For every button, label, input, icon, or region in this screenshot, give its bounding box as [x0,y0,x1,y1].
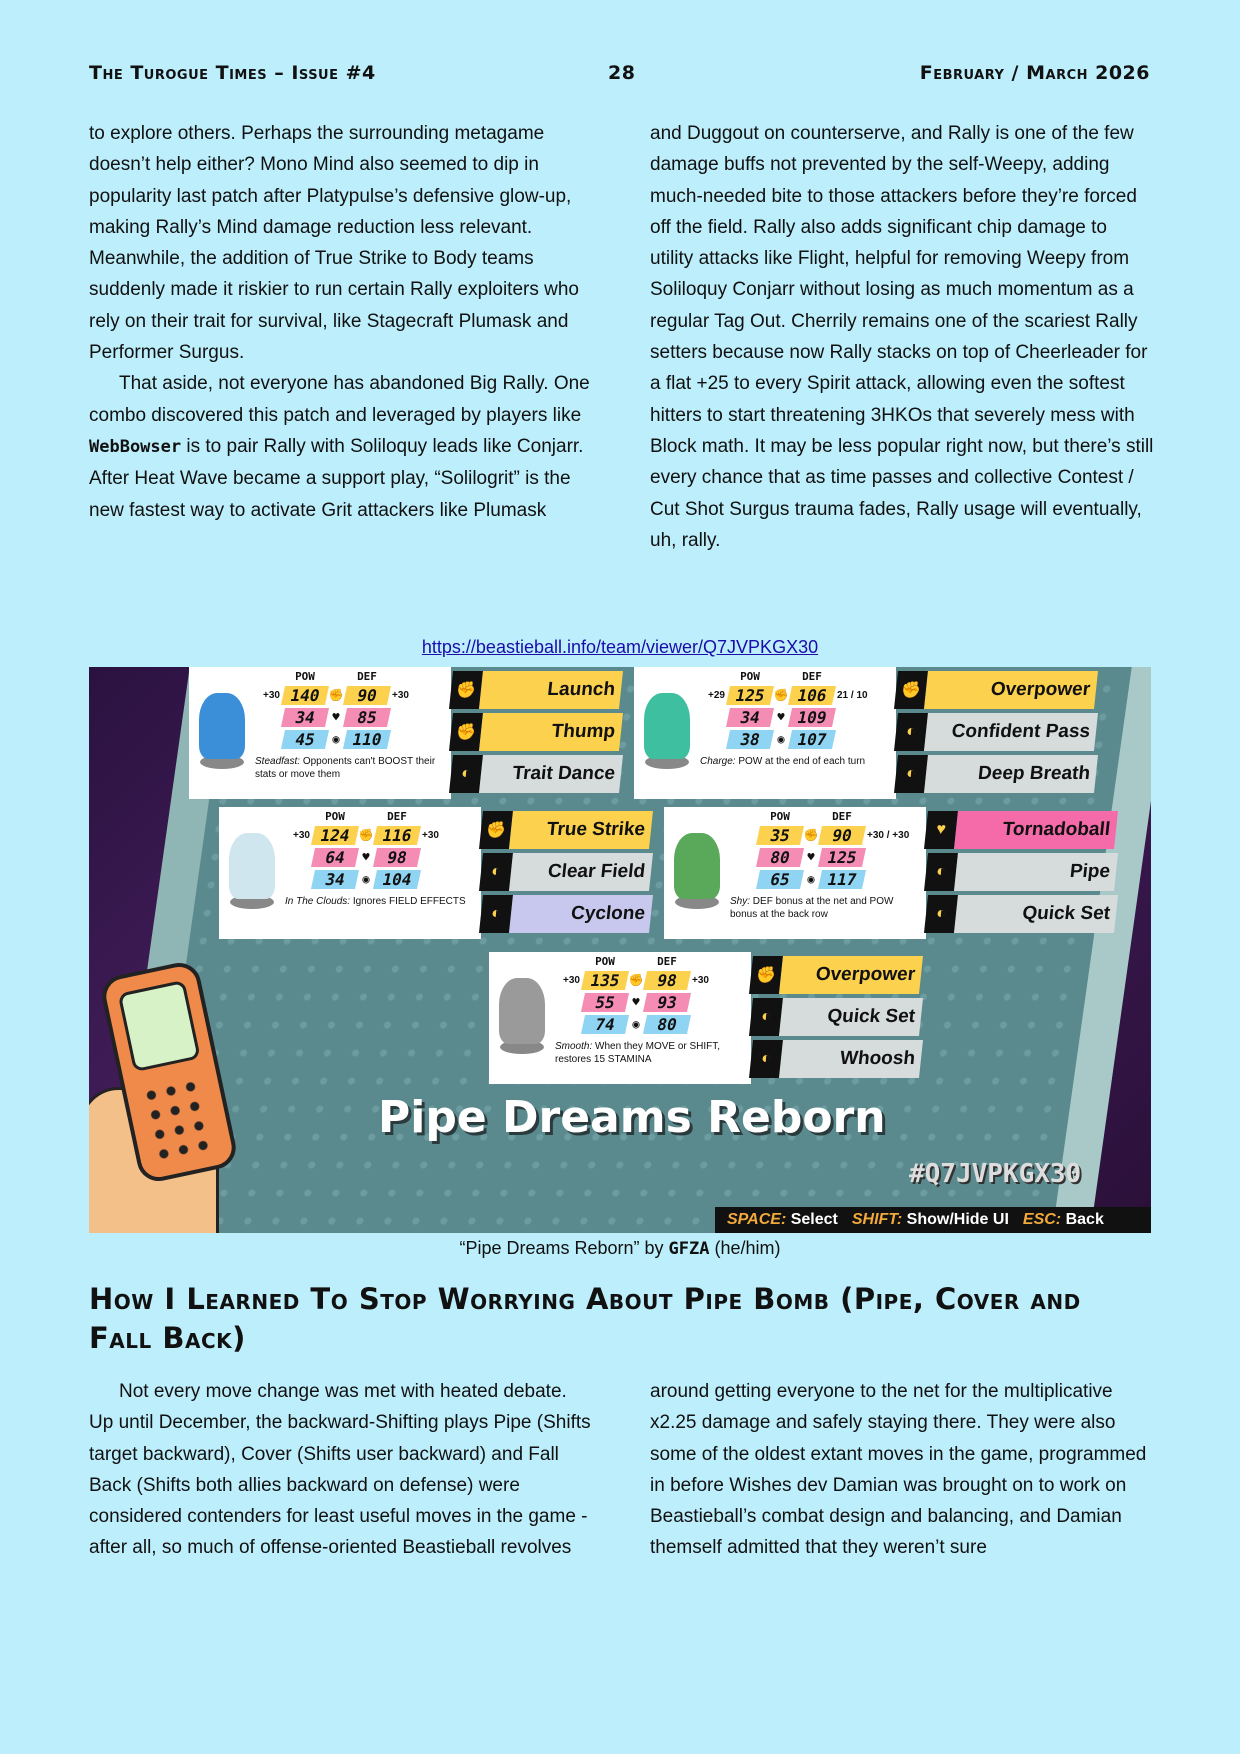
def-value: 109 [788,708,836,727]
pow-value: 125 [726,686,774,705]
stat-row [553,969,745,991]
paragraph [89,368,594,525]
stat-headers: POW DEF [295,670,377,683]
pow-value: 64 [311,848,359,867]
move-button[interactable] [924,811,1118,849]
move-type-icon: ◐ [449,755,483,793]
def-bonus: +30 [692,974,709,986]
header-page-number: 28 [608,62,636,84]
spirit-icon: ♥ [807,850,815,864]
stat-row [698,706,890,728]
phone-keypad [140,1074,219,1166]
section-heading: How I Learned To Stop Worrying About Pipe Bomb (Pipe, Cover and Fall Back) [89,1282,1081,1355]
stat-row [698,728,890,750]
def-bonus: +30 / +30 [867,829,910,841]
column-left-top [89,118,594,526]
move-list [451,667,621,799]
stat-row [553,991,745,1013]
move-type-icon: ◐ [479,895,513,933]
move-button[interactable] [894,671,1098,709]
def-value: 104 [373,870,421,889]
move-label: Confident Pass [924,713,1098,751]
def-value: 116 [373,826,421,845]
move-button[interactable] [894,755,1098,793]
move-label: Quick Set [779,998,923,1036]
column-left-bottom [89,1376,594,1564]
def-value: 107 [788,730,836,749]
stats-block [253,670,445,750]
stat-headers: POW DEF [595,955,677,968]
control-select: SPACE: Select [727,1211,838,1228]
stat-row [253,684,445,706]
move-list [481,807,651,939]
move-type-icon: ✊ [449,713,483,751]
pow-value: 38 [726,730,774,749]
stat-headers: POW DEF [740,670,822,683]
def-value: 90 [818,826,866,845]
def-bonus: +30 [392,689,409,701]
move-button[interactable] [449,713,623,751]
body-icon: ✊ [803,828,819,842]
def-value: 110 [343,730,391,749]
move-label: Overpower [779,956,923,994]
move-button[interactable] [479,895,653,933]
trait-text: In The Clouds: Ignores FIELD EFFECTS [285,896,466,907]
beastie-info [634,667,896,799]
beastie-sprite [644,693,690,759]
mind-icon: ◉ [807,872,815,886]
move-button[interactable] [924,853,1118,891]
move-list [896,667,1096,799]
pow-bonus: +30 [563,974,580,986]
beastie-info [664,807,926,939]
spirit-icon: ♥ [362,850,370,864]
beastie-sprite [229,833,275,899]
trait-text: Steadfast: Opponents can't BOOST their stats or move them [255,756,436,780]
stat-row [728,846,920,868]
beastie-sprite [199,693,245,759]
move-button[interactable] [749,1040,923,1078]
paragraph: to explore others. Perhaps the surrounding metagame doesn’t help either? Mono Mind also seemed to dip in popularity last patch after Platypulse’s defensive glow-up, making Rally’s Mind damage reduction less relevant. Meanwhile, the addition of True Strike to Body teams suddenly made it riskier to run certain Rally exploiters who rely on their trait for survival, like Stagecraft Plumask and Performer Surgus. [89,123,579,364]
beastie-sprite [499,978,545,1044]
pow-value: 34 [281,708,329,727]
paragraph: around getting everyone to the net for the multiplicative x2.25 damage and safely staying there. They were also some of the oldest extant moves in the game, programmed in before Wishes dev Damian was brought on to work on Beastieball’s combat design and balancing, and Damian themself admitted that they weren’t sure [650,1381,1147,1559]
team-code: #Q7JVPKGX30 [909,1159,1082,1189]
move-type-icon: ◐ [924,895,958,933]
body-icon: ✊ [358,828,374,842]
body-icon: ✊ [628,973,644,987]
move-type-icon: ◐ [749,998,783,1036]
control-back: ESC: Back [1022,1211,1104,1228]
mind-icon: ◉ [332,732,340,746]
move-label: Trait Dance [479,755,623,793]
spirit-icon: ♥ [632,995,640,1009]
header-date: February / March 2026 [919,62,1150,84]
move-label: Tornadoball [954,811,1118,849]
trait-text: Shy: DEF bonus at the net and POW bonus at the back row [730,896,894,920]
def-value: 85 [343,708,391,727]
pow-bonus: +30 [293,829,310,841]
move-type-icon: ✊ [449,671,483,709]
stat-row [253,728,445,750]
figure-caption: “Pipe Dreams Reborn” by GFZA (he/him) [459,1238,781,1259]
beastie-card[interactable] [219,807,651,939]
trait-text: Charge: POW at the end of each turn [700,756,866,767]
paragraph: Not every move change was met with heated debate. Up until December, the backward-Shifting plays Pipe (Shifts target backward), Cover (Shifts user backward) and Fall Back (Shifts both allies backward on defense) were considered contenders for least useful moves in the game - after all, so much of offense-oriented Beastieball revolves [89,1381,591,1559]
def-value: 98 [643,971,691,990]
move-label: Pipe [954,853,1118,891]
pow-bonus: +30 [263,689,280,701]
body-icon: ✊ [773,688,789,702]
def-bonus: 21 / 10 [837,689,868,701]
game-screenshot [89,667,1151,1233]
move-type-icon: ◐ [749,1040,783,1078]
move-label: Whoosh [779,1040,923,1078]
move-type-icon: ◐ [894,713,928,751]
def-value: 93 [643,993,691,1012]
move-type-icon: ◐ [479,853,513,891]
beastie-info [189,667,451,799]
controls-bar [715,1207,1151,1233]
pow-value: 35 [756,826,804,845]
stat-row [728,868,920,890]
column-right-bottom [650,1376,1155,1564]
move-type-icon: ◐ [924,853,958,891]
control-toggle-ui: SHIFT: Show/Hide UI [851,1211,1009,1228]
move-label: Cyclone [509,895,653,933]
stats-block [698,670,890,750]
stats-block [283,810,475,890]
def-bonus: +30 [422,829,439,841]
stat-headers: POW DEF [325,810,407,823]
move-button[interactable] [749,998,923,1036]
move-list [751,952,921,1084]
move-label: True Strike [509,811,653,849]
mind-icon: ◉ [777,732,785,746]
move-type-icon: ✊ [749,956,783,994]
text: That aside, not everyone has abandoned Big Rally. One combo discovered this patch and leveraged by players like [89,373,590,426]
trait-text: Smooth: When they MOVE or SHIFT, restores 15 STAMINA [555,1041,721,1065]
def-value: 90 [343,686,391,705]
move-type-icon: ◐ [894,755,928,793]
author-name: GFZA [668,1239,710,1259]
beastie-card[interactable] [489,952,921,1084]
move-button[interactable] [479,811,653,849]
move-button[interactable] [449,755,623,793]
move-type-icon: ✊ [479,811,513,849]
spirit-icon: ♥ [332,710,340,724]
move-button[interactable] [449,671,623,709]
beastie-info [489,952,751,1084]
stat-row [728,824,920,846]
def-value: 98 [373,848,421,867]
stat-row [253,706,445,728]
pow-value: 80 [756,848,804,867]
stat-row [698,684,890,706]
stat-headers: POW DEF [770,810,852,823]
mind-icon: ◉ [632,1017,640,1031]
beastie-sprite [674,833,720,899]
pow-value: 34 [726,708,774,727]
stats-block [728,810,920,890]
pow-value: 34 [311,870,359,889]
stat-row [283,846,475,868]
move-button[interactable] [894,713,1098,751]
move-button[interactable] [924,895,1118,933]
mind-icon: ◉ [362,872,370,886]
move-label: Thump [479,713,623,751]
def-value: 80 [643,1015,691,1034]
move-label: Launch [479,671,623,709]
text: is to pair Rally with Soliloquy leads like Conjarr. After Heat Wave became a support play, “Solilogrit” is the new fastest way to activate Grit attackers like Plumask [89,435,584,521]
move-label: Quick Set [954,895,1118,933]
stats-block [553,955,745,1035]
player-name: WebBowser [89,436,182,457]
spirit-icon: ♥ [777,710,785,724]
beastie-card[interactable] [634,667,1096,799]
team-title: Pipe Dreams Reborn [378,1092,886,1143]
beastie-card[interactable] [189,667,621,799]
move-label: Overpower [924,671,1098,709]
move-label: Clear Field [509,853,653,891]
move-type-icon: ✊ [894,671,928,709]
def-value: 106 [788,686,836,705]
beastie-card[interactable] [664,807,1116,939]
pow-value: 55 [581,993,629,1012]
def-value: 125 [818,848,866,867]
move-button[interactable] [749,956,923,994]
pow-value: 124 [311,826,359,845]
body-icon: ✊ [328,688,344,702]
paragraph: and Duggout on counterserve, and Rally is one of the few damage buffs not prevented by the self-Weepy, adding much-needed bite to those attackers before they’re forced off the field. Rally also adds significant chip damage to utility attacks like Flight, helpful for removing Weepy from Soliloquy Conjarr without losing as much momentum as a regular Tag Out. Cherrily remains one of the scariest Rally setters because now Rally stacks on top of Cheerleader for a flat +25 to every Spirit attack, allowing even the softest hitters to start threatening 3HKOs that severely mess with Block math. It may be less popular right now, but there’s still every chance that as time passes and collective Contest / Cut Shot Surgus trauma fades, Rally usage will eventually, uh, rally. [650,123,1154,551]
stat-row [553,1013,745,1035]
pow-value: 135 [581,971,629,990]
column-right-top [650,118,1155,556]
stat-row [283,868,475,890]
phone-screen [118,980,201,1072]
move-button[interactable] [479,853,653,891]
header-publication: The Turogue Times – Issue #4 [89,62,376,84]
pow-value: 45 [281,730,329,749]
pow-value: 74 [581,1015,629,1034]
beastie-info [219,807,481,939]
move-list [926,807,1116,939]
move-label: Deep Breath [924,755,1098,793]
pow-value: 65 [756,870,804,889]
move-type-icon: ♥ [924,811,958,849]
pow-value: 140 [281,686,329,705]
stat-row [283,824,475,846]
pow-bonus: +29 [708,689,725,701]
def-value: 117 [818,870,866,889]
team-viewer-link[interactable]: https://beastieball.info/team/viewer/Q7JVPKGX30 [421,637,819,657]
